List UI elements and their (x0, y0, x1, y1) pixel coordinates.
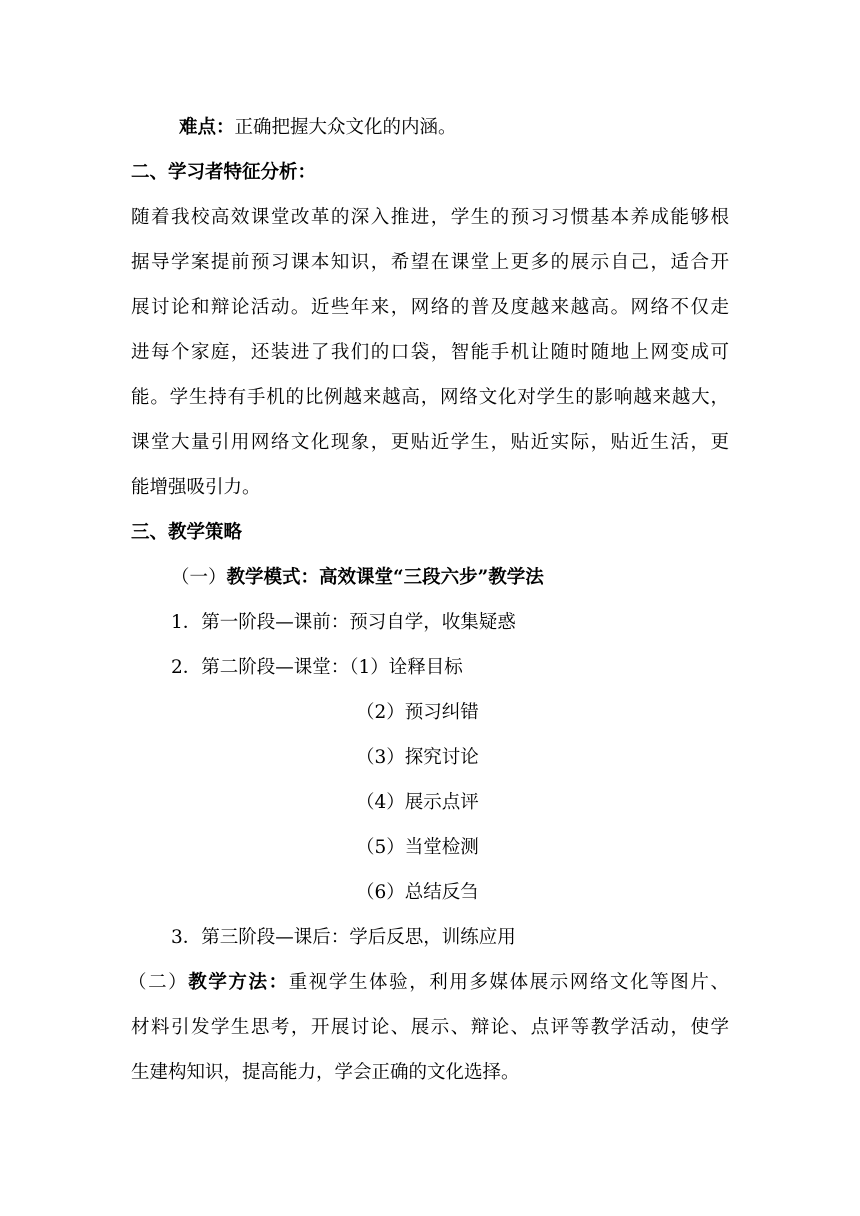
substep-3: （3）探究讨论 (356, 747, 479, 768)
substep-4: （4）展示点评 (356, 792, 479, 813)
section2-line: 随着我校高效课堂改革的深入推进，学生的预习习惯基本养成能够根 (131, 207, 729, 228)
method-line: 生建构知识，提高能力，学会正确的文化选择。 (131, 1062, 520, 1083)
section2-line: 据导学案提前预习课本知识，希望在课堂上更多的展示自己，适合开 (131, 252, 729, 273)
difficulty-label: 难点： (179, 117, 235, 138)
method-label: 教学方法： (188, 972, 289, 993)
section2-line: 能增强吸引力。 (131, 477, 261, 498)
substep-1: （1）诠释目标 (349, 657, 463, 678)
substep-2: （2）预习纠错 (356, 702, 479, 723)
section2-heading: 二、学习者特征分析： (131, 162, 317, 183)
teaching-mode-text: 教学模式：高效课堂“三段六步”教学法 (226, 567, 544, 588)
teaching-mode-line (171, 566, 544, 590)
section2-line: 能。学生持有手机的比例越来越高，网络文化对学生的影响越来越大， (131, 387, 729, 408)
step-3: 3．第三阶段—课后：学后反思，训练应用 (171, 927, 516, 948)
teaching-mode-prefix: （一） (171, 567, 227, 588)
section2-line: 展讨论和辩论活动。近些年来，网络的普及度越来越高。网络不仅走 (131, 297, 729, 318)
method-text: 重视学生体验，利用多媒体展示网络文化等图片、 (288, 972, 729, 993)
method-line (128, 971, 729, 995)
difficulty-text: 正确把握大众文化的内涵。 (234, 117, 457, 138)
section2-line: 进每个家庭，还装进了我们的口袋，智能手机让随时随地上网变成可 (131, 342, 729, 363)
difficulty-line (179, 116, 457, 140)
section2-line: 课堂大量引用网络文化现象，更贴近学生，贴近实际，贴近生活，更 (131, 432, 729, 453)
method-line: 材料引发学生思考，开展讨论、展示、辩论、点评等教学活动，使学 (131, 1017, 729, 1038)
step-2 (171, 656, 463, 680)
substep-6: （6）总结反刍 (356, 882, 479, 903)
substep-5: （5）当堂检测 (356, 837, 479, 858)
step-1: 1．第一阶段—课前：预习自学，收集疑惑 (171, 612, 516, 633)
method-prefix: （二） (128, 972, 189, 993)
section3-heading: 三、教学策略 (131, 522, 243, 543)
step-2-label: 2．第二阶段—课堂： (171, 657, 350, 678)
